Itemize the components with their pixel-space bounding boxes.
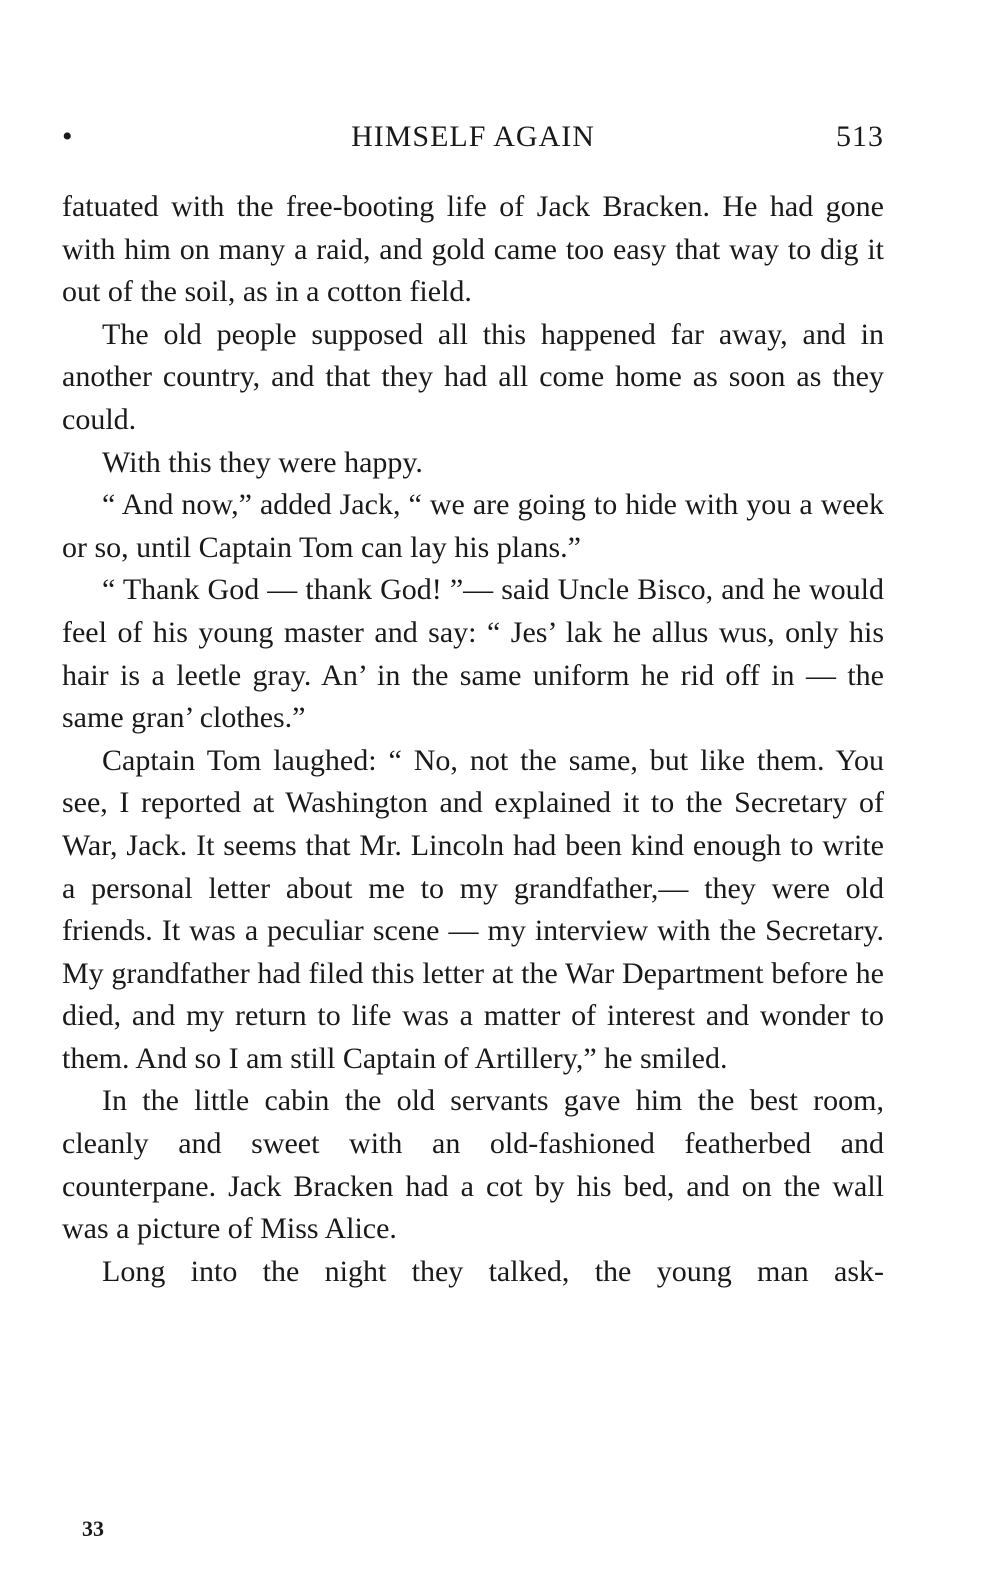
paragraph: Captain Tom laughed: “ No, not the same, but like them. You see, I reported at Washington and explained it to the Secretary of War, Jack. It seems that Mr. Lincoln had been kind enough to write a personal letter about me to my grandfather,— they were old friends. It was a peculiar scene — my interview with the Secretary. My grandfather had filed this letter at the War Department before he died, and my return to life was a matter of interest and wonder to them. And so I am still Captain of Artillery,” he smiled. — [62, 743, 884, 1075]
signature-mark: 33 — [82, 1516, 104, 1541]
paragraph: The old people supposed all this happened far away, and in another country, and that they had all come home as soon as they could. — [62, 317, 884, 436]
book-page — [62, 0, 884, 1578]
paragraph: “ Thank God — thank God! ”— said Uncle Bisco, and he would feel of his young master and say: “ Jes’ lak he allus wus, only his hair is a leetle gray. An’ in the same uniform he rid off in — the same gran’ clothes.” — [62, 573, 884, 735]
paragraph-continuation: fatuated with the free-booting life of Jack Bracken. He had gone with him on many a raid, and gold came too easy that way to dig it out of the soil, as in a cotton field. — [62, 190, 884, 309]
paragraph: “ And now,” added Jack, “ we are going to hide with you a week or so, until Captain Tom can lay his plans.” — [62, 488, 884, 564]
paragraph-last: Long into the night they talked, the young man ask- — [102, 1254, 884, 1288]
chapter-title: HIMSELF AGAIN — [351, 120, 595, 153]
paragraph: In the little cabin the old servants gave him the best room, cleanly and sweet with an old-fashioned featherbed and counterpane. Jack Bracken had a cot by his bed, and on the wall was a picture of Miss Alice. — [62, 1084, 884, 1246]
running-head — [62, 120, 884, 160]
running-head-dot: • — [62, 120, 74, 153]
paragraph: With this they were happy. — [102, 445, 423, 479]
body-text — [62, 186, 884, 1293]
page-number: 513 — [836, 120, 884, 153]
